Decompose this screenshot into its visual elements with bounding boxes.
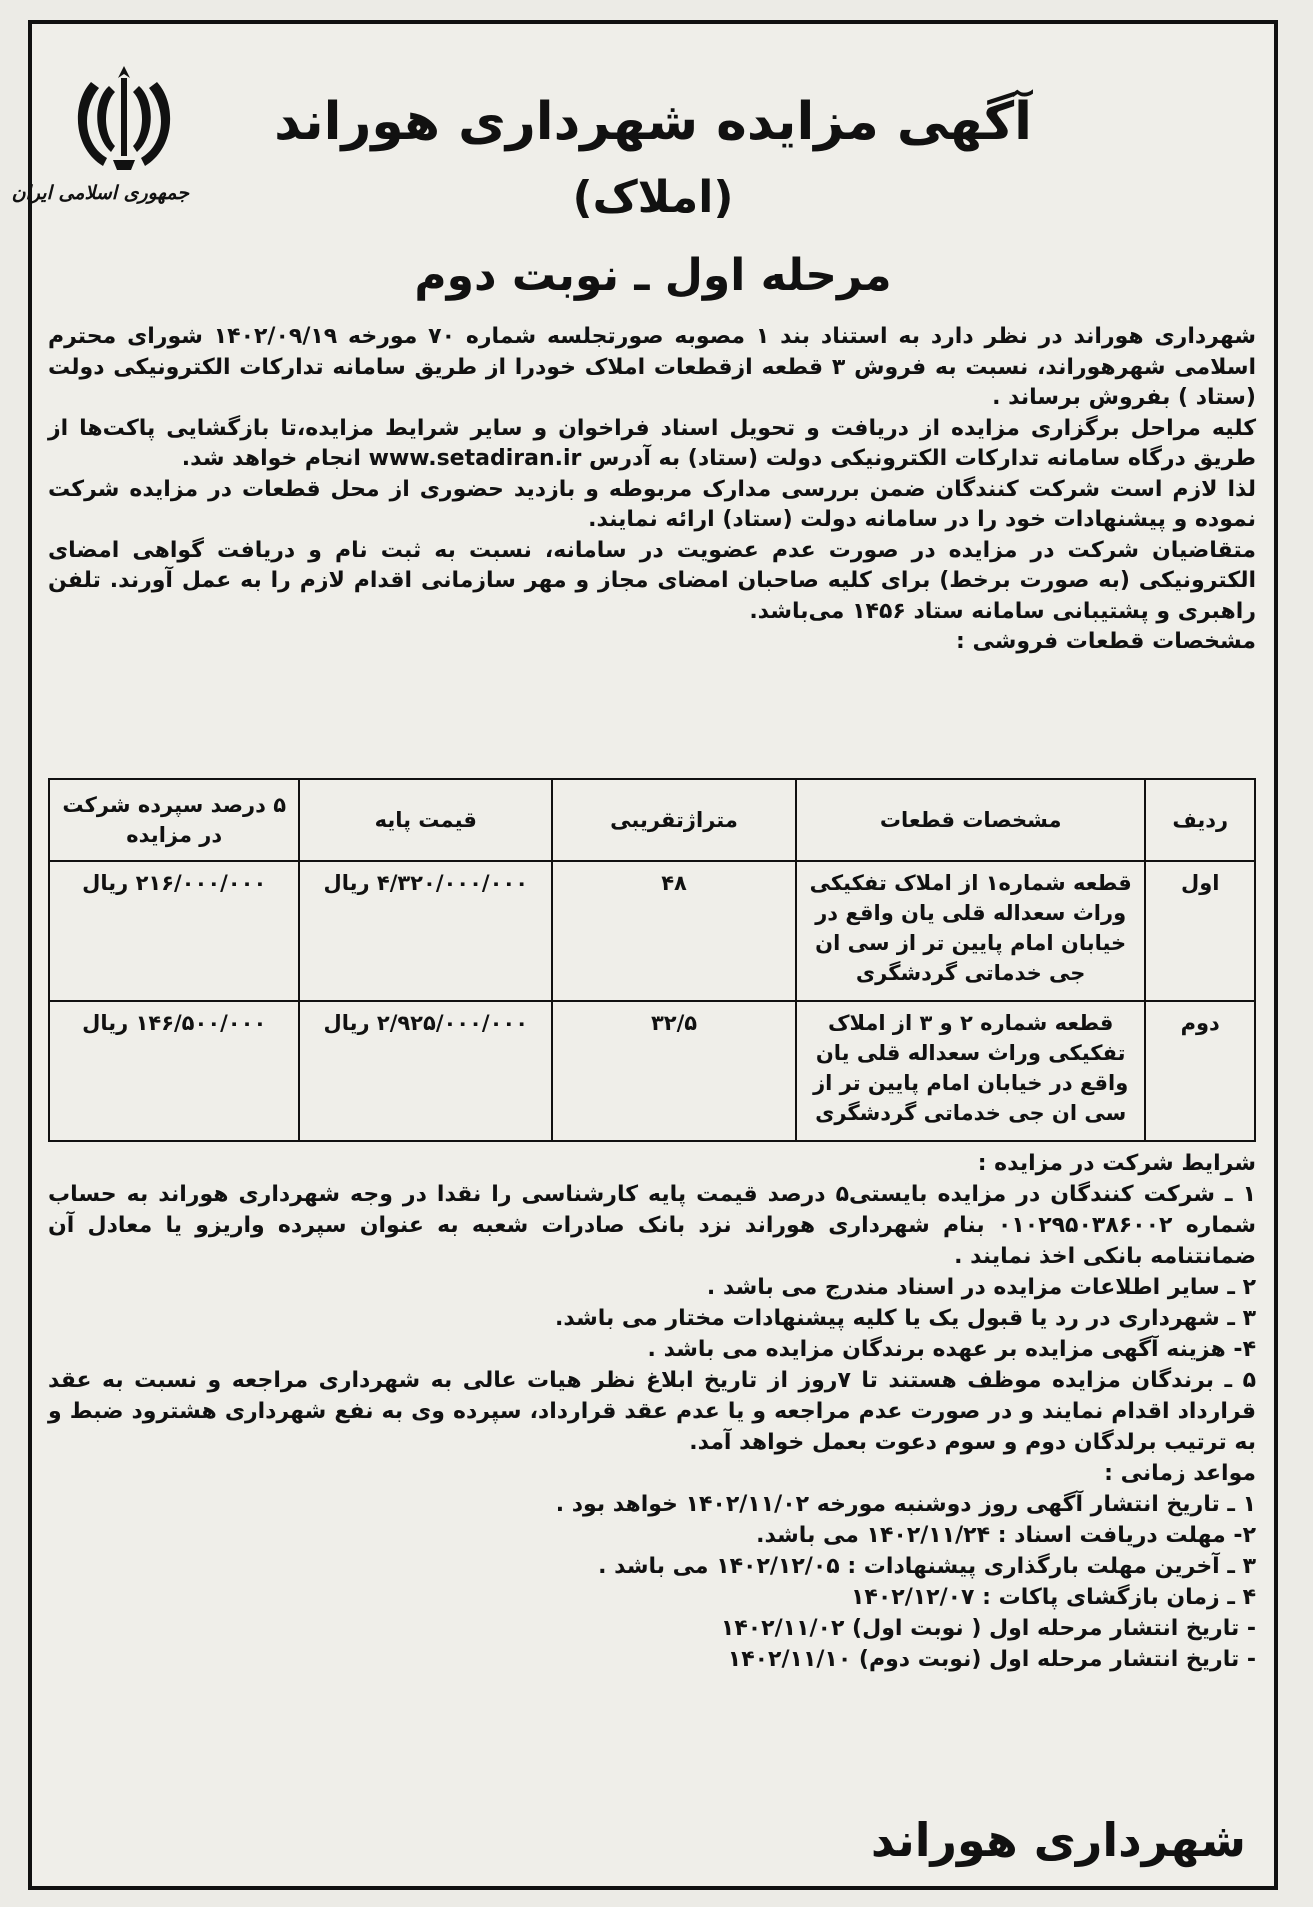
condition-item: ۲ ـ سایر اطلاعات مزایده در اسناد مندرج می باشد .	[706, 1275, 1256, 1300]
schedule-item: - تاریخ انتشار مرحله اول ( نوبت اول) ۱۴۰۲/۱۱/۰۲	[720, 1616, 1256, 1641]
signature-municipality: شهرداری هوراند	[870, 1813, 1246, 1867]
intro-paragraph-3: لذا لازم است شرکت کنندگان ضمن بررسی مدارک مربوطه و بازدید حضوری از محل قطعات در مزایده شرکت نموده و پیشنهادات خود را در سامانه دولت (ستاد) ارائه نمایند.	[48, 476, 1256, 532]
notice-title: آگهی مزایده شهرداری هوراند	[274, 92, 1032, 152]
conditions-heading: شرایط شرکت در مزایده :	[977, 1151, 1256, 1176]
table-row	[49, 1001, 1255, 1141]
conditions-section	[48, 1148, 1256, 1675]
condition-item: ۳ ـ شهرداری در رد یا قبول یک یا کلیه پیشنهادات مختار می باشد.	[555, 1306, 1256, 1331]
notice-stage: مرحله اول ـ نوبت دوم	[414, 250, 892, 301]
schedule-heading: مواعد زمانی :	[1104, 1461, 1256, 1486]
cell-row-number: اول	[1145, 861, 1255, 1001]
header-base-price: قیمت پایه	[299, 779, 552, 861]
intro-paragraph-1: شهرداری هوراند در نظر دارد به استناد بند ۱ مصوبه صورتجلسه شماره ۷۰ مورخه ۱۴۰۲/۰۹/۱۹ شورای محترم اسلامی شهرهوراند، نسبت به فروش ۳ قطعه ازقطعات املاک خودرا از طریق سامانه تدارکات الکترونیکی دولت (ستاد ) بفروش برساند .	[48, 324, 1257, 410]
cell-base-price: ۲/۹۲۵/۰۰۰/۰۰۰ ریال	[299, 1001, 552, 1141]
intro-paragraph-2-start: کلیه مراحل برگزاری مزایده از دریافت و تحویل اسناد فراخوان و سایر شرایط مزایده،تا بازگشایی پاکت‌ها از طریق درگاه سامانه تدارکات الکترونیکی دولت (ستاد) به آدرس	[48, 415, 1256, 471]
lots-heading: مشخصات قطعات فروشی :	[956, 629, 1256, 654]
cell-row-number: دوم	[1145, 1001, 1255, 1141]
emblem-caption: جمهوری اسلامی ایران	[11, 182, 189, 204]
condition-item: ۵ ـ برندگان مزایده موظف هستند تا ۷روز از تاریخ ابلاغ نظر هیات عالی به شهرداری مراجعه و نسبت به عقد قرارداد اقدام نمایند و در صورت عدم مراجعه و یا عدم عقد قرارداد، سپرده وی به نفع شهرداری هشترود ضبط و به ترتیب برلدگان دوم و سوم دعوت بعمل خواهد آمد.	[48, 1368, 1256, 1455]
condition-item: ۱ ـ شرکت کنندگان در مزایده بایستی۵ درصد قیمت پایه کارشناسی را نقدا در وجه شهرداری هوراند به حساب شماره ۰۱۰۲۹۵۰۳۸۶۰۰۲ بنام شهرداری هوراند نزد بانک صادرات شعبه به عنوان سپرده واریزو یا معادل آن ضمانتنامه بانکی اخذ نمایند .	[48, 1182, 1257, 1269]
cell-area: ۴۸	[552, 861, 796, 1001]
cell-area: ۳۲/۵	[552, 1001, 796, 1141]
table-row	[49, 861, 1255, 1001]
lots-table-header	[49, 779, 1255, 861]
schedule-item: ۳ ـ آخرین مهلت بارگذاری پیشنهادات : ۱۴۰۲/۱۲/۰۵ می باشد .	[598, 1554, 1256, 1579]
cell-deposit: ۱۴۶/۵۰۰/۰۰۰ ریال	[49, 1001, 299, 1141]
setad-url-link[interactable]: www.setadiran.ir	[368, 446, 582, 471]
cell-lot-description: قطعه شماره۱ از املاک تفکیکی وراث سعداله قلی یان واقع در خیابان امام پایین تر از سی ان جی خدماتی گردشگری	[796, 861, 1146, 1001]
schedule-item: ۱ ـ تاریخ انتشار آگهی روز دوشنبه مورخه ۱۴۰۲/۱۱/۰۲ خواهد بود .	[555, 1492, 1256, 1517]
notice-subtitle: (املاک)	[572, 172, 734, 223]
intro-paragraph-2	[48, 414, 1256, 475]
schedule-item: ۲- مهلت دریافت اسناد : ۱۴۰۲/۱۱/۲۴ می باشد.	[756, 1523, 1256, 1548]
header-deposit: ۵ درصد سپرده شرکت در مزایده	[49, 779, 299, 861]
header-row-number: ردیف	[1145, 779, 1255, 861]
cell-lot-description: قطعه شماره ۲ و ۳ از املاک تفکیکی وراث سعداله قلی یان واقع در خیابان امام پایین تر از سی ان جی خدماتی گردشگری	[796, 1001, 1146, 1141]
lots-table	[48, 778, 1256, 1142]
notice-frame	[11, 20, 1278, 1890]
intro-text	[48, 322, 1256, 658]
header-lot-description: مشخصات قطعات	[796, 779, 1146, 861]
header-area: متراژتقریبی	[552, 779, 796, 861]
schedule-item: ۴ ـ زمان بازگشای پاکات : ۱۴۰۲/۱۲/۰۷	[850, 1585, 1256, 1610]
condition-item: ۴- هزینه آگهی مزایده بر عهده برندگان مزایده می باشد .	[647, 1337, 1256, 1362]
cell-base-price: ۴/۳۲۰/۰۰۰/۰۰۰ ریال	[299, 861, 552, 1001]
schedule-item: - تاریخ انتشار مرحله اول (نوبت دوم) ۱۴۰۲/۱۱/۱۰	[727, 1647, 1256, 1672]
cell-deposit: ۲۱۶/۰۰۰/۰۰۰ ریال	[49, 861, 299, 1001]
intro-paragraph-2-end: انجام خواهد شد.	[181, 446, 361, 471]
intro-paragraph-4: متقاضیان شرکت در مزایده در صورت عدم عضویت در سامانه، نسبت به ثبت نام و دریافت گواهی امضای الکترونیکی (به صورت برخط) برای کلیه صاحبان امضای مجاز و مهر سازمانی اقدام لازم را به عمل آورند. تلفن راهبری و پشتیبانی سامانه ستاد ۱۴۵۶ می‌باشد.	[48, 537, 1256, 624]
